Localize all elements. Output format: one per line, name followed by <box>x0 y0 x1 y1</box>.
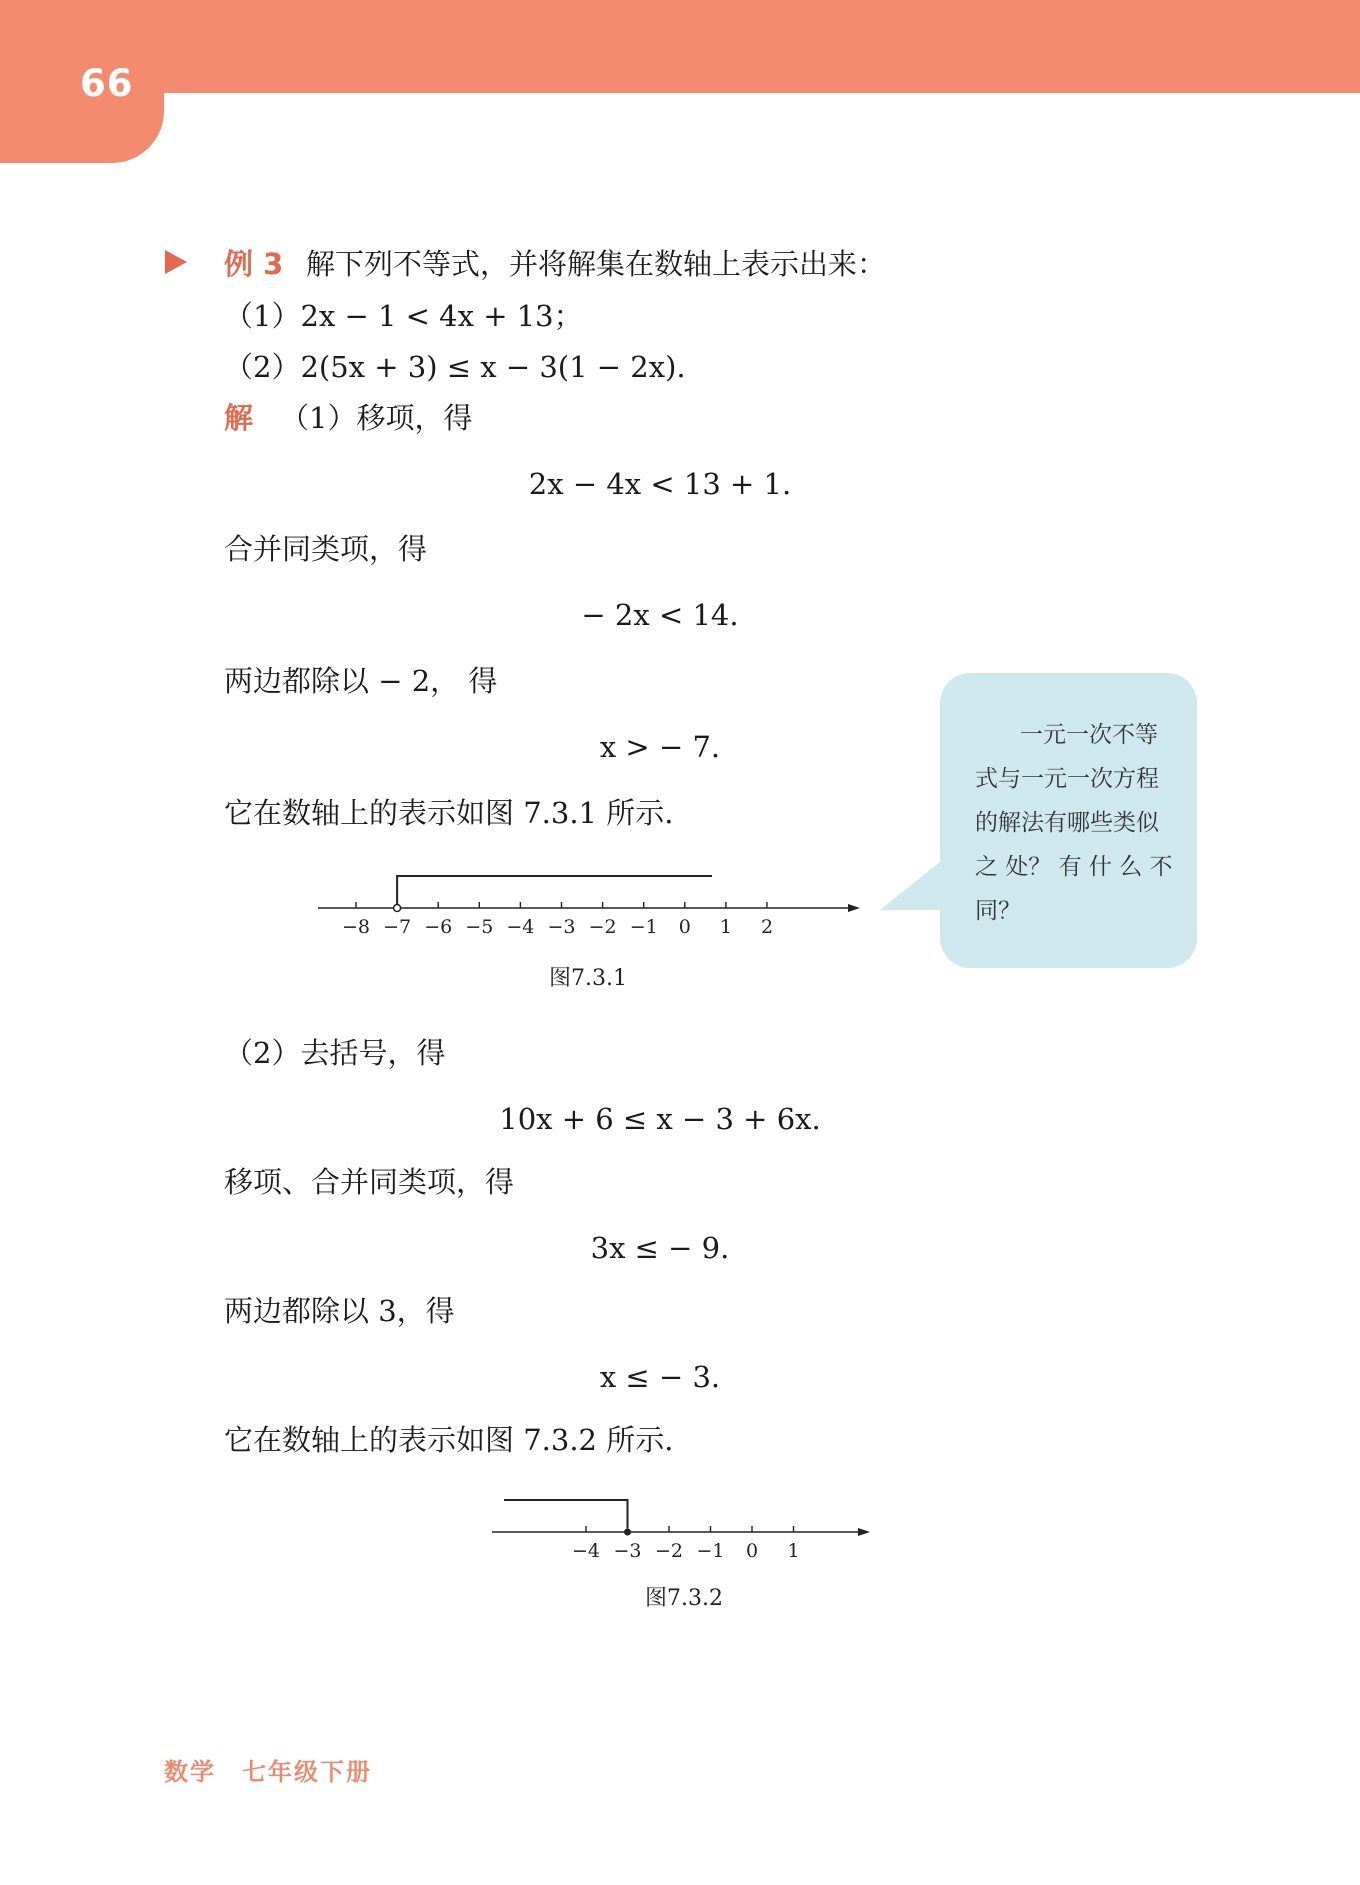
axis-arrow <box>848 904 860 912</box>
example-prompt: 解下列不等式，并将解集在数轴上表示出来： <box>306 247 887 281</box>
note-line-1: 一元一次不等 <box>1020 722 1158 748</box>
number-line-1 <box>310 860 860 940</box>
tick-label: −7 <box>383 916 412 938</box>
tick-label: −1 <box>696 1540 725 1560</box>
tick-group <box>572 1526 800 1560</box>
open-boundary-point <box>394 905 401 912</box>
note-line-5: 同？ <box>975 898 1021 924</box>
play-arrow-icon <box>165 250 187 274</box>
tick-label: −4 <box>506 916 535 938</box>
note-bubble-tail <box>880 858 945 910</box>
note-line-4: 之 处？ 有 什 么 不 <box>975 854 1173 880</box>
step-2-divide: 两边都除以 3，得 <box>224 1294 455 1328</box>
equation-5: 3x ≤ − 9. <box>590 1231 730 1265</box>
step-1-intro: （1）移项，得 <box>280 401 473 435</box>
equation-1: 2x − 4x < 13 + 1. <box>528 467 792 501</box>
step-combine: 合并同类项，得 <box>224 532 428 566</box>
step-2-intro: （2）去括号，得 <box>224 1036 446 1070</box>
axis-arrow <box>858 1528 870 1536</box>
closed-boundary-point <box>624 1529 631 1536</box>
step-2-combine: 移项、合并同类项，得 <box>224 1165 515 1199</box>
figure-1-reference: 它在数轴上的表示如图 7.3.1 所示. <box>224 796 674 830</box>
figure-1-caption: 图7.3.1 <box>549 966 627 991</box>
equation-4: 10x + 6 ≤ x − 3 + 6x. <box>499 1102 821 1136</box>
page-number: 66 <box>80 62 134 105</box>
tick-label: 2 <box>760 916 774 938</box>
solution-bracket <box>504 1500 628 1528</box>
step-divide: 两边都除以 − 2， 得 <box>224 664 498 698</box>
tick-label: −5 <box>465 916 494 938</box>
tick-label: 1 <box>719 916 732 938</box>
number-line-2 <box>490 1480 870 1560</box>
problem-1: （1）2x − 1 < 4x + 13； <box>224 299 583 333</box>
equation-2: − 2x < 14. <box>581 598 739 632</box>
tick-label: −3 <box>547 916 576 938</box>
figure-2-reference: 它在数轴上的表示如图 7.3.2 所示. <box>224 1423 674 1457</box>
header-band <box>0 0 1360 93</box>
tick-label: −3 <box>613 1540 642 1560</box>
problem-2: （2）2(5x + 3) ≤ x − 3(1 − 2x). <box>224 350 686 384</box>
note-line-3: 的解法有哪些类似 <box>975 810 1159 836</box>
solution-bracket <box>397 876 712 904</box>
tick-label: −1 <box>629 916 658 938</box>
solution-label: 解 <box>224 401 254 435</box>
equation-6: x ≤ − 3. <box>599 1360 721 1394</box>
footer-book-title: 数学 七年级下册 <box>164 1758 372 1786</box>
tick-label: 0 <box>745 1540 759 1560</box>
equation-3: x > − 7. <box>599 730 721 764</box>
example-label: 例 3 <box>224 247 284 281</box>
tick-label: −2 <box>588 916 617 938</box>
tick-label: 1 <box>787 1540 800 1560</box>
tick-label: −2 <box>654 1540 684 1560</box>
tick-label: −8 <box>341 916 371 938</box>
note-line-2: 式与一元一次方程 <box>975 766 1159 792</box>
tick-label: −6 <box>424 916 453 938</box>
tick-label: −4 <box>571 1540 601 1560</box>
figure-2-caption: 图7.3.2 <box>645 1586 723 1611</box>
tick-label: 0 <box>678 916 691 938</box>
